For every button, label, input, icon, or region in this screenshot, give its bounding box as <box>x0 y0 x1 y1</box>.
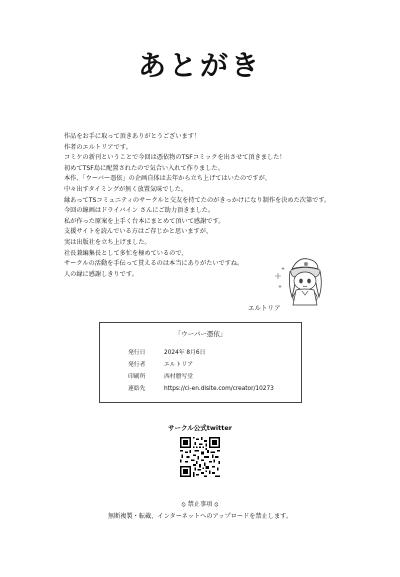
circle-twitter-label: サークル公式twitter <box>168 424 232 432</box>
prohibition-heading <box>0 499 400 509</box>
no-entry-icon: ⦸ <box>181 501 186 508</box>
colophon-row-publisher <box>128 359 193 368</box>
afterword-line: 作者のエルトリアです。 <box>64 143 132 151</box>
afterword-line: コミケの新刊ということで今回は憑依物のTSFコミックを出させて頂きました！ <box>64 154 286 162</box>
colophon-row-contact <box>128 383 274 392</box>
no-entry-icon: ⦸ <box>214 501 219 508</box>
afterword-line: 実は出版社を立ち上げました。 <box>64 238 151 246</box>
colophon-label: 連絡先 <box>128 386 146 392</box>
qr-code <box>180 437 220 477</box>
character-illustration <box>272 255 334 307</box>
colophon-value: 西村謄写堂 <box>164 374 193 380</box>
colophon-label: 発行日 <box>128 350 146 356</box>
afterword-line: 作品をお手に取って頂きありがとうございます！ <box>64 133 201 140</box>
afterword-line: サークルの活動を手伝って貰えるのは本当にありがたいですね。 <box>64 260 244 268</box>
afterword-line: 本作、「ウーバー憑依」の企画自体は去年から立ち上げてはいたのですが、 <box>64 175 271 183</box>
colophon-row-date <box>128 347 205 356</box>
afterword-line: 中々出すタイミングが無く放置気味でした。 <box>64 185 188 193</box>
colophon-title: 「ウーバー憑依」 <box>174 330 227 338</box>
prohibition-heading-text: 禁止事項 <box>187 501 213 508</box>
prohibition-notice: 無断複製・転載、インターネットへのアップロードを禁止します。 <box>107 513 293 520</box>
afterword-line: 初めてTSF島に配置されたので気合い入れて作りました。 <box>64 164 224 172</box>
colophon-value: 2024年 8月6日 <box>164 350 206 356</box>
colophon-value: エルトリア <box>164 362 193 368</box>
colophon-value: https://ci-en.dlsite.com/creator/10273 <box>164 386 274 392</box>
author-signature: エルトリア <box>248 304 281 312</box>
page-title: あとがき <box>137 49 262 82</box>
afterword-line: 社長兼編集長として多忙を極めているので、 <box>64 249 188 257</box>
afterword-line: 縁あってTSコミュニティのサークルと交友を持てたのがきっかけになり制作を決めた次第です。 <box>64 196 331 204</box>
colophon-row-printer <box>128 371 193 380</box>
colophon-label: 発行者 <box>128 362 146 368</box>
colophon-label: 印刷所 <box>128 374 146 380</box>
afterword-line: 人の縁に感謝しきりです。 <box>64 270 138 278</box>
afterword-line: 私が作った原案を上手く台本にまとめて頂いて感謝です。 <box>64 217 225 225</box>
colophon-box <box>99 322 302 403</box>
afterword-line: 支援サイトを読んでいる方はご存じかと思いますが、 <box>64 228 213 236</box>
afterword-line: 今回の線画はドライバイン さんにご助力頂きました。 <box>64 207 215 215</box>
